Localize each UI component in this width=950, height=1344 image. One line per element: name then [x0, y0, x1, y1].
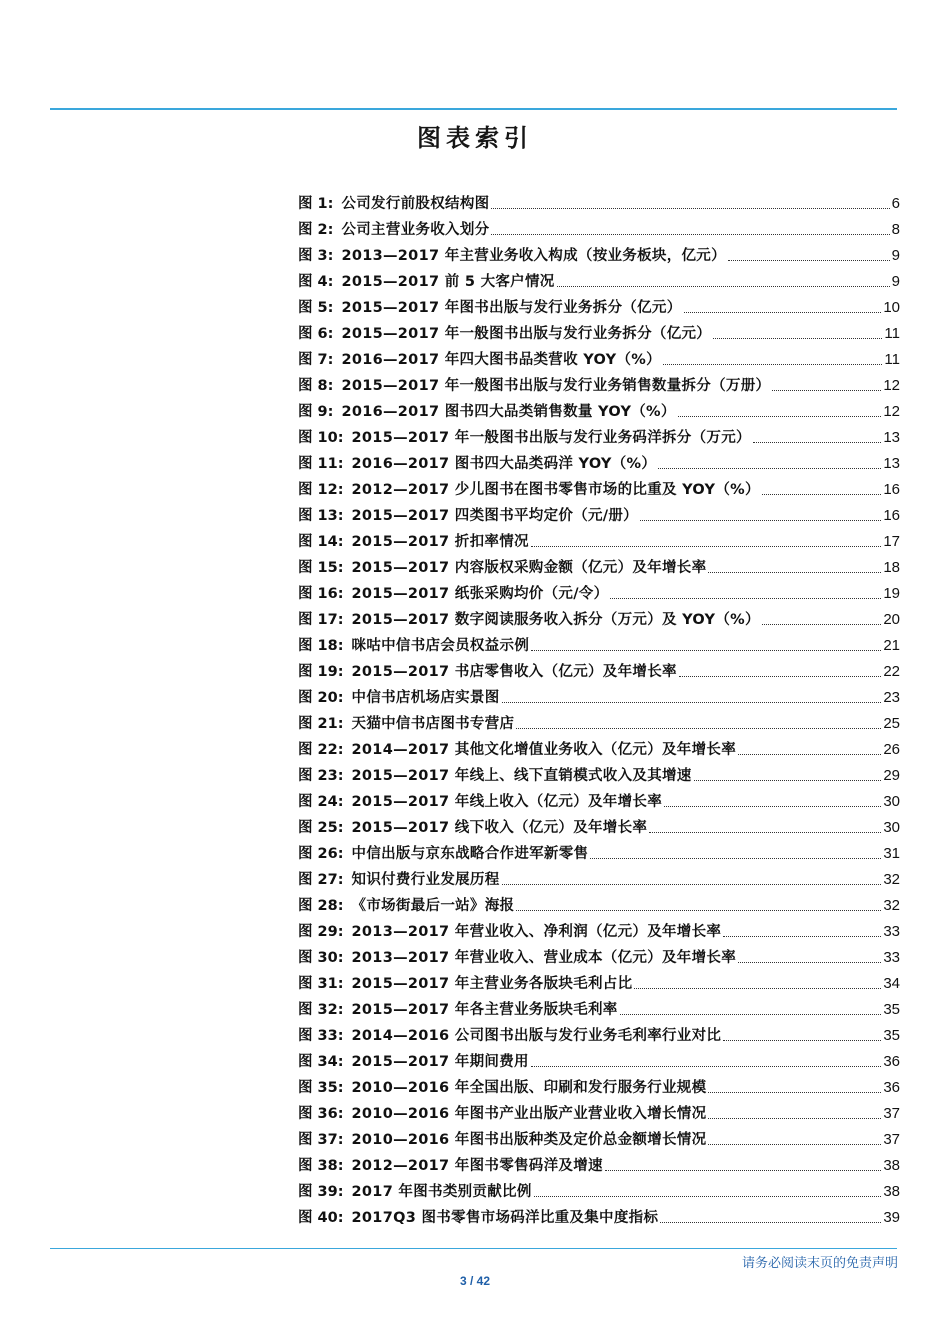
- page-ref: 9: [891, 273, 900, 290]
- page-ref: 38: [883, 1157, 900, 1174]
- figure-label: 图 31:: [298, 976, 344, 992]
- toc-entry[interactable]: [298, 1202, 900, 1228]
- toc-entry[interactable]: [298, 292, 900, 318]
- figure-label: 图 25:: [298, 820, 344, 836]
- page-ref: 8: [891, 221, 900, 238]
- toc-entry[interactable]: [298, 1020, 900, 1046]
- dot-leader: [723, 936, 881, 937]
- figure-title: 2016—2017 图书四大品类销售数量 YOY（%）: [341, 404, 676, 420]
- dot-leader: [531, 650, 881, 651]
- dot-leader: [679, 676, 882, 677]
- page-ref: 16: [883, 507, 900, 524]
- figure-label: 图 8:: [298, 378, 334, 394]
- dot-leader: [502, 884, 882, 885]
- figure-label: 图 4:: [298, 274, 334, 290]
- toc-entry[interactable]: [298, 240, 900, 266]
- figure-label: 图 13:: [298, 508, 344, 524]
- figure-label: 图 35:: [298, 1080, 344, 1096]
- figure-label: 图 20:: [298, 690, 344, 706]
- figure-title: 2015—2017 年线上、线下直销模式收入及其增速: [351, 768, 692, 784]
- page-ref: 21: [883, 637, 900, 654]
- toc-entry[interactable]: [298, 396, 900, 422]
- figure-title: 公司主营业务收入划分: [341, 222, 490, 238]
- page-ref: 33: [883, 949, 900, 966]
- figure-title: 2015—2017 数字阅读服务收入拆分（万元）及 YOY（%）: [351, 612, 760, 628]
- page-ref: 16: [883, 481, 900, 498]
- figure-title: 2015—2017 年图书出版与发行业务拆分（亿元）: [341, 300, 682, 316]
- figure-title: 咪咕中信书店会员权益示例: [351, 638, 530, 654]
- toc-entry[interactable]: [298, 422, 900, 448]
- toc-entry[interactable]: [298, 604, 900, 630]
- page-ref: 10: [883, 299, 900, 316]
- page-ref: 23: [883, 689, 900, 706]
- figure-label: 图 27:: [298, 872, 344, 888]
- dot-leader: [634, 988, 881, 989]
- figure-label: 图 21:: [298, 716, 344, 732]
- page-ref: 11: [884, 325, 900, 342]
- figure-title: 天猫中信书店图书专营店: [351, 716, 515, 732]
- dot-leader: [660, 1222, 881, 1223]
- toc-entry[interactable]: [298, 708, 900, 734]
- page-ref: 30: [883, 793, 900, 810]
- toc-entry[interactable]: [298, 890, 900, 916]
- toc-entry[interactable]: [298, 214, 900, 240]
- dot-leader: [534, 1196, 882, 1197]
- figure-label: 图 15:: [298, 560, 344, 576]
- footer-rule: [50, 1248, 897, 1249]
- toc-entry[interactable]: [298, 916, 900, 942]
- dot-leader: [762, 494, 882, 495]
- page-ref: 29: [883, 767, 900, 784]
- figure-label: 图 17:: [298, 612, 344, 628]
- dot-leader: [649, 832, 881, 833]
- page-ref: 37: [883, 1131, 900, 1148]
- dot-leader: [620, 1014, 882, 1015]
- page-ref: 36: [883, 1079, 900, 1096]
- header-rule: [50, 108, 897, 110]
- figure-label: 图 1:: [298, 196, 334, 212]
- toc-entry[interactable]: [298, 344, 900, 370]
- page-title: 图表索引: [417, 123, 533, 152]
- figure-title: 2016—2017 年四大图书品类营收 YOY（%）: [341, 352, 661, 368]
- dot-leader: [491, 234, 889, 235]
- figure-title: 《市场街最后一站》海报: [351, 898, 515, 914]
- figure-label: 图 6:: [298, 326, 334, 342]
- figure-label: 图 11:: [298, 456, 344, 472]
- figure-title: 2010—2016 年全国出版、印刷和发行服务行业规模: [351, 1080, 707, 1096]
- dot-leader: [708, 1118, 881, 1119]
- dot-leader: [708, 1092, 881, 1093]
- toc-entry[interactable]: [298, 682, 900, 708]
- figure-label: 图 23:: [298, 768, 344, 784]
- toc-entry[interactable]: [298, 500, 900, 526]
- figure-label: 图 37:: [298, 1132, 344, 1148]
- dot-leader: [502, 702, 882, 703]
- page-ref: 34: [883, 975, 900, 992]
- figure-title: 2015—2017 年一般图书出版与发行业务销售数量拆分（万册）: [341, 378, 771, 394]
- toc-entry[interactable]: [298, 760, 900, 786]
- disclaimer-link[interactable]: 请务必阅读末页的免责声明: [741, 1256, 898, 1271]
- page-ref: 32: [883, 871, 900, 888]
- dot-leader: [516, 728, 881, 729]
- figure-label: 图 19:: [298, 664, 344, 680]
- dot-leader: [557, 286, 890, 287]
- page-ref: 38: [883, 1183, 900, 1200]
- figure-title: 2013—2017 年营业收入、营业成本（亿元）及年增长率: [351, 950, 736, 966]
- figure-title: 2012—2017 少儿图书在图书零售市场的比重及 YOY（%）: [351, 482, 760, 498]
- toc-entry[interactable]: [298, 448, 900, 474]
- figure-title: 中信书店机场店实景图: [351, 690, 500, 706]
- figure-title: 中信出版与京东战略合作进军新零售: [351, 846, 589, 862]
- figure-title: 2015—2017 前 5 大客户情况: [341, 274, 555, 290]
- page-ref: 36: [883, 1053, 900, 1070]
- figure-label: 图 26:: [298, 846, 344, 862]
- dot-leader: [531, 1066, 882, 1067]
- toc-entry[interactable]: [298, 1098, 900, 1124]
- toc-entry[interactable]: [298, 812, 900, 838]
- figure-label: 图 16:: [298, 586, 344, 602]
- dot-leader: [531, 546, 882, 547]
- dot-leader: [610, 598, 881, 599]
- figure-title: 2015—2017 四类图书平均定价（元/册）: [351, 508, 638, 524]
- dot-leader: [678, 416, 882, 417]
- toc-entry[interactable]: [298, 1072, 900, 1098]
- figure-title: 2012—2017 年图书零售码洋及增速: [351, 1158, 603, 1174]
- figure-title: 2015—2017 折扣率情况: [351, 534, 529, 550]
- toc-entry[interactable]: [298, 552, 900, 578]
- dot-leader: [708, 572, 881, 573]
- toc-entry[interactable]: [298, 786, 900, 812]
- page-ref: 25: [883, 715, 900, 732]
- page-ref: 19: [883, 585, 900, 602]
- figure-title: 2015—2017 年一般图书出版与发行业务码洋拆分（万元）: [351, 430, 751, 446]
- figure-label: 图 14:: [298, 534, 344, 550]
- figure-title: 2015—2017 年各主营业务版块毛利率: [351, 1002, 618, 1018]
- dot-leader: [762, 624, 882, 625]
- toc-entry[interactable]: [298, 370, 900, 396]
- dot-leader: [516, 910, 881, 911]
- dot-leader: [663, 364, 883, 365]
- figure-label: 图 24:: [298, 794, 344, 810]
- toc-entry[interactable]: [298, 1124, 900, 1150]
- dot-leader: [723, 1040, 881, 1041]
- dot-leader: [491, 208, 889, 209]
- dot-leader: [772, 390, 881, 391]
- figure-label: 图 32:: [298, 1002, 344, 1018]
- toc-entry[interactable]: [298, 968, 900, 994]
- figure-title: 知识付费行业发展历程: [351, 872, 500, 888]
- toc-entry[interactable]: [298, 864, 900, 890]
- figure-title: 2015—2017 线下收入（亿元）及年增长率: [351, 820, 648, 836]
- page-ref: 31: [883, 845, 900, 862]
- page-ref: 6: [891, 195, 900, 212]
- toc-entry[interactable]: [298, 994, 900, 1020]
- page-ref: 13: [883, 455, 900, 472]
- figure-title: 2015—2017 年期间费用: [351, 1054, 529, 1070]
- dot-leader: [658, 468, 881, 469]
- toc-entry[interactable]: [298, 1176, 900, 1202]
- figure-title: 2015—2017 书店零售收入（亿元）及年增长率: [351, 664, 677, 680]
- toc-entry[interactable]: [298, 318, 900, 344]
- figure-title: 2014—2016 公司图书出版与发行业务毛利率行业对比: [351, 1028, 722, 1044]
- toc-entry[interactable]: [298, 942, 900, 968]
- figure-label: 图 39:: [298, 1184, 344, 1200]
- page-ref: 18: [883, 559, 900, 576]
- page-ref: 37: [883, 1105, 900, 1122]
- dot-leader: [694, 780, 882, 781]
- figure-label: 图 3:: [298, 248, 334, 264]
- figure-title: 2015—2017 年一般图书出版与发行业务拆分（亿元）: [341, 326, 712, 342]
- page-ref: 35: [883, 1027, 900, 1044]
- figure-title: 2014—2017 其他文化增值业务收入（亿元）及年增长率: [351, 742, 736, 758]
- figure-label: 图 29:: [298, 924, 344, 940]
- page-ref: 26: [883, 741, 900, 758]
- page-ref: 20: [883, 611, 900, 628]
- toc-entry[interactable]: [298, 1046, 900, 1072]
- dot-leader: [684, 312, 882, 313]
- page-ref: 39: [883, 1209, 900, 1226]
- figure-label: 图 28:: [298, 898, 344, 914]
- page-ref: 30: [883, 819, 900, 836]
- page-ref: 12: [883, 377, 900, 394]
- figure-label: 图 10:: [298, 430, 344, 446]
- figure-title: 2015—2017 纸张采购均价（元/令）: [351, 586, 609, 602]
- figure-label: 图 38:: [298, 1158, 344, 1174]
- dot-leader: [738, 754, 881, 755]
- dot-leader: [605, 1170, 882, 1171]
- figure-label: 图 2:: [298, 222, 334, 238]
- page-ref: 32: [883, 897, 900, 914]
- figure-title: 2015—2017 年主营业务各版块毛利占比: [351, 976, 633, 992]
- figure-label: 图 9:: [298, 404, 334, 420]
- dot-leader: [713, 338, 882, 339]
- dot-leader: [738, 962, 881, 963]
- figure-title: 公司发行前股权结构图: [341, 196, 490, 212]
- figure-title: 2017 年图书类别贡献比例: [351, 1184, 532, 1200]
- figure-title: 2013—2017 年营业收入、净利润（亿元）及年增长率: [351, 924, 722, 940]
- figure-label: 图 22:: [298, 742, 344, 758]
- figure-title: 2010—2016 年图书产业出版产业营业收入增长情况: [351, 1106, 707, 1122]
- dot-leader: [728, 260, 890, 261]
- dot-leader: [640, 520, 881, 521]
- figure-label: 图 5:: [298, 300, 334, 316]
- figure-title: 2013—2017 年主营业务收入构成（按业务板块，亿元）: [341, 248, 726, 264]
- figure-label: 图 18:: [298, 638, 344, 654]
- dot-leader: [664, 806, 881, 807]
- page-ref: 12: [883, 403, 900, 420]
- page-ref: 35: [883, 1001, 900, 1018]
- toc-entry[interactable]: [298, 526, 900, 552]
- page-ref: 22: [883, 663, 900, 680]
- toc-entry[interactable]: [298, 656, 900, 682]
- figure-title: 2017Q3 图书零售市场码洋比重及集中度指标: [351, 1210, 659, 1226]
- toc-entry[interactable]: [298, 734, 900, 760]
- figure-label: 图 30:: [298, 950, 344, 966]
- page-ref: 17: [883, 533, 900, 550]
- figure-index-list: [298, 188, 900, 1228]
- figure-title: 2010—2016 年图书出版种类及定价总金额增长情况: [351, 1132, 707, 1148]
- dot-leader: [708, 1144, 881, 1145]
- figure-label: 图 12:: [298, 482, 344, 498]
- figure-label: 图 34:: [298, 1054, 344, 1070]
- figure-label: 图 36:: [298, 1106, 344, 1122]
- toc-entry[interactable]: [298, 188, 900, 214]
- figure-label: 图 40:: [298, 1210, 344, 1226]
- figure-title: 2015—2017 年线上收入（亿元）及年增长率: [351, 794, 662, 810]
- toc-entry[interactable]: [298, 1150, 900, 1176]
- page-ref: 11: [884, 351, 900, 368]
- figure-title: 2016—2017 图书四大品类码洋 YOY（%）: [351, 456, 657, 472]
- figure-label: 图 33:: [298, 1028, 344, 1044]
- page-ref: 9: [891, 247, 900, 264]
- toc-entry[interactable]: [298, 578, 900, 604]
- page-ref: 13: [883, 429, 900, 446]
- page-number: 3 / 42: [459, 1274, 491, 1288]
- figure-label: 图 7:: [298, 352, 334, 368]
- toc-entry[interactable]: [298, 838, 900, 864]
- dot-leader: [753, 442, 882, 443]
- page-ref: 33: [883, 923, 900, 940]
- figure-title: 2015—2017 内容版权采购金额（亿元）及年增长率: [351, 560, 707, 576]
- dot-leader: [590, 858, 881, 859]
- toc-entry[interactable]: [298, 266, 900, 292]
- toc-entry[interactable]: [298, 630, 900, 656]
- toc-entry[interactable]: [298, 474, 900, 500]
